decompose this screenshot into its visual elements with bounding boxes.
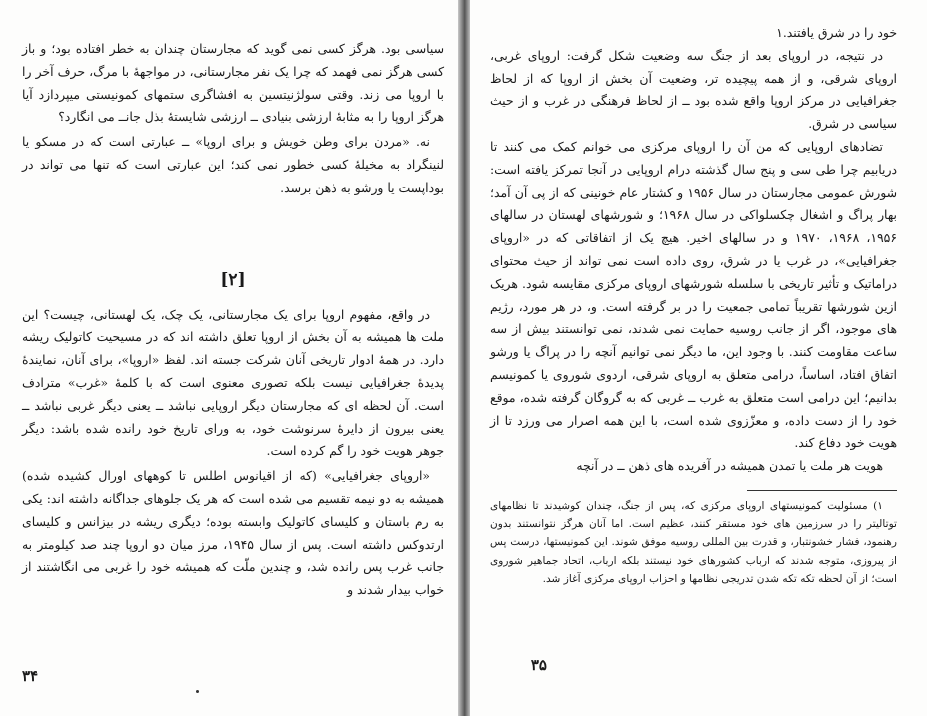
- book-gutter: [458, 0, 470, 716]
- page-number-left: ۳۴: [22, 667, 39, 685]
- left-paragraph-1: سیاسی بود. هرگز کسی نمی گوید که مجارستان چندان به خطر افتاده بود؛ و باز کسی هرگز نمی فهمد که چرا یک نفر مجارستانی، در مواجههٔ با مرگ، حرف آخر را با اروپا می زند. وقتی سولژنیتسین به افشاگری ستمهای کمونیستی میپردازد آیا هرگز اروپا را به مثابهٔ ارزشی بنیادی ــ ارزشی شایستهٔ بذل جانــ می انگارد؟: [22, 41, 444, 125]
- section-paragraph-1: در واقع، مفهوم اروپا برای یک مجارستانی، یک چک، یک لهستانی، چیست؟ این ملت ها همیشه به آن بخش از اروپا تعلق داشته اند که در مسیحیت کاتولیک ریشه دارد. در همهٔ ادوار تاریخی آنان شرکت جسته اند. لفظ «اروپا»، برای آنان، نمایندهٔ پدیدهٔ جغرافیایی نیست بلکه تصوری معنوی است که با کلمهٔ «غرب» مترادف است. آن لحظه ای که مجارستان دیگر اروپایی نباشد ــ یعنی دیگر غربی نباشد ــ یعنی بیرون از دایرهٔ سرنوشت خود، به ورای تاریخ خود رانده شده باشد: دیگر جوهر هویت خود را گم کرده است.: [22, 306, 444, 459]
- section-paragraph-2: «اروپای جغرافیایی» (که از اقیانوس اطلس تا کوههای اورال کشیده شده) همیشه به دو نیمه تقسیم می شده است که هر یک جلوهای جداگانه داشته اند: یکی به رم باستان و کلیسای کاتولیک وابسته بوده؛ دیگری ریشه در بیزانس و کلیسای ارتدوکس داشته است. پس از سال ۱۹۴۵، مرز میان دو اروپا چند صد کیلومتر به جانب غرب پس رانده شد، و چندین ملّت که همیشه خود را غربی می انگاشتند از خواب بیدار شدند و: [22, 468, 444, 598]
- right-paragraph-1: خود را در شرق یافتند.۱: [776, 25, 897, 40]
- right-paragraph-3: تضادهای اروپایی که من آن را اروپای مرکزی می خوانم کمک می کنند تا دریابیم چرا طی سی و پنج سال گذشته درام اروپایی در آنجا تمرکز یافته است: شورش عمومی مجارستان در سال ۱۹۵۶ و کشتار عام خونینی که از پی آن آمد؛ بهار پراگ و اشغال چکسلواکی در سال ۱۹۶۸؛ و شورشهای لهستان در سالهای ۱۹۵۶، ۱۹۶۸، ۱۹۷۰ و در سالهای اخیر. هیچ یک از اتفاقاتی که در «اروپای جغرافیایی»، در غرب یا در شرق، روی داده است نمی تواند از حیث محتوای دراماتیک و تأثیر تاریخی با سلسله شورشهای اروپای مرکزی مقایسه شود. هریک ازین شورشها تقریباً تمامی جمعیت را در بر گرفته است. و، در هر مورد، رژیم های موجود، اگر از جانب روسیه حمایت نمی شدند، نمی توانستند بیش از سه ساعت مقاومت کنند. با وجود این، ما دیگر نمی توانیم آنچه را در پراگ یا ورشو اتفاق افتاد، اساساً، درامی متعلق به اروپای شرقی، اردوی شوروی یا کمونیسم بدانیم؛ این درامی است متعلق به غرب ــ غربی که به گروگان گرفته شده، موقع خود را از دست داده، و معزّزوی شده است، با این همه اصرار می ورزد تا از هویت خود دفاع کند.: [490, 138, 897, 451]
- section-heading: [۲]: [220, 269, 246, 290]
- footnote-text: ۱) مسئولیت کمونیستهای اروپای مرکزی که، پس از جنگ، چندان کوشیدند تا نظامهای توتالیتر را در سرزمین های خود مستقر کنند، عظیم است. اما آنان هرگز نتوانستند بدون رهنمود، فشار خشونتبار، و قدرت بین المللی روسیه موفق شوند. این کمونیستها، درست پس از پیروزی، متوجه شدند که ارباب کشورهای خود نیستند بلکه ارباب، اتحاد جماهیر شوروی است؛ از آن لحظه تکه تکه شدن تدریجی نظامها و احزاب اروپای مرکزی آغاز شد.: [490, 499, 897, 585]
- right-page: [470, 0, 927, 716]
- scan-speck: [196, 690, 199, 693]
- page-number-right: ۳۵: [530, 656, 547, 674]
- footnote-rule: [747, 490, 897, 491]
- footnote: [490, 497, 897, 588]
- left-paragraph-2: نه. «مردن برای وطن خویش و برای اروپا» ــ عبارتی است که در مسکو یا لنینگراد به مخیلهٔ کسی خطور نمی کند؛ این عبارتی است که تنها می تواند در بوداپست یا ورشو به ذهن برسد.: [22, 134, 444, 195]
- right-paragraph-2: در نتیجه، در اروپای بعد از جنگ سه وضعیت شکل گرفت: اروپای غربی، اروپای شرقی، و از همه پیچیده تر، وضعیت آن بخش از اروپا که از لحاظ جغرافیایی در مرکز اروپا واقع شده بود ــ از لحاظ فرهنگی در غرب و از حیث سیاسی در شرق.: [490, 47, 897, 132]
- left-page: [0, 0, 458, 716]
- right-paragraph-4: هویت هر ملت یا تمدن همیشه در آفریده های ذهن ــ در آنچه: [576, 458, 883, 474]
